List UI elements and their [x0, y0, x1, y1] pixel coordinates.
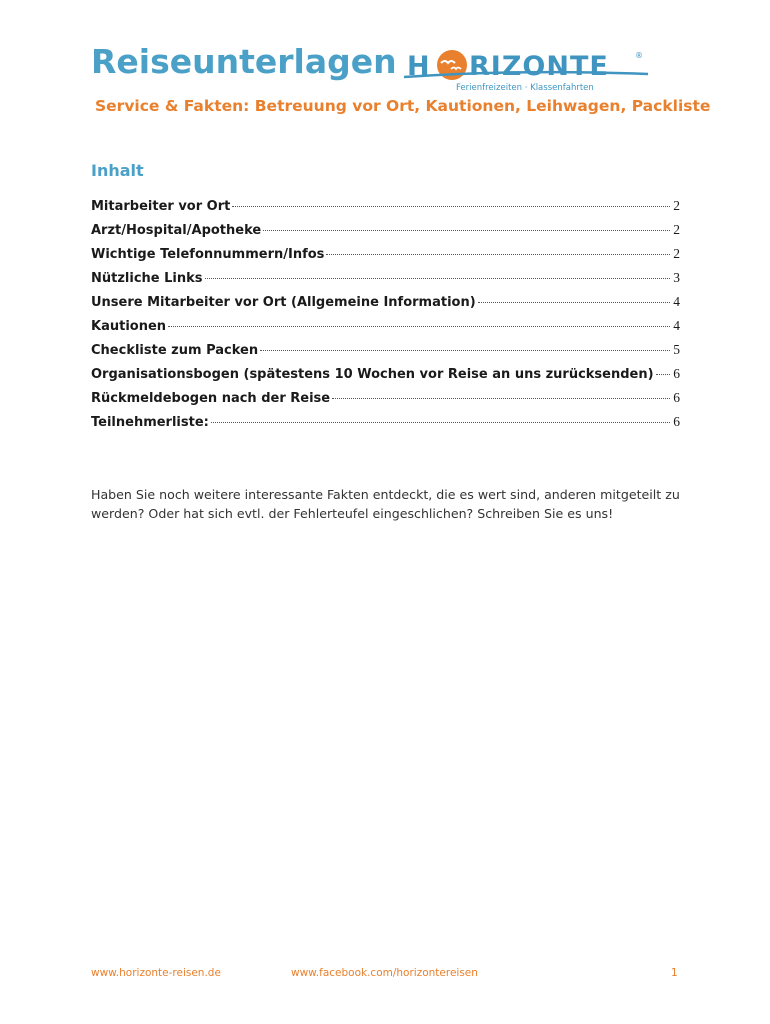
toc-entry-page: 2 [673, 246, 680, 261]
toc-entry-page: 6 [673, 390, 680, 405]
toc-entry-checkliste[interactable] [91, 342, 680, 366]
toc-entry-page: 6 [673, 414, 680, 429]
document-subtitle: Service & Fakten: Betreuung vor Ort, Kautionen, Leihwagen, Packliste [95, 97, 711, 115]
toc-dot-leader [260, 350, 670, 351]
logo-bird-icon [451, 68, 461, 70]
toc-dot-leader [168, 326, 670, 327]
logo-tagline: Ferienfreizeiten · Klassenfahrten [456, 83, 594, 93]
logo-registered-mark: ® [635, 51, 643, 60]
toc-dot-leader [232, 206, 670, 207]
toc-dot-leader [263, 230, 670, 231]
toc-dot-leader [205, 278, 670, 279]
toc-entry-page: 6 [673, 366, 680, 381]
toc-entry-label: Arzt/Hospital/Apotheke [91, 223, 262, 238]
document-title: Reiseunterlagen [91, 42, 397, 81]
toc-dot-leader [332, 398, 670, 399]
footer-website-link[interactable]: www.horizonte-reisen.de [91, 967, 221, 979]
toc-entry-label: Checkliste zum Packen [91, 343, 259, 358]
toc-entry-label: Wichtige Telefonnummern/Infos [91, 247, 325, 262]
toc-entry-label: Kautionen [91, 319, 167, 334]
toc-entry-page: 4 [673, 318, 680, 333]
toc-entry-organisationsbogen[interactable] [91, 366, 680, 390]
logo-wordmark-rest: RIZONTE [469, 51, 609, 82]
toc-entry-telefonnummern[interactable] [91, 246, 680, 270]
horizonte-logo [402, 44, 652, 96]
toc-entry-page: 5 [673, 342, 680, 357]
toc-entry-page: 3 [673, 270, 680, 285]
toc-entry-kautionen[interactable] [91, 318, 680, 342]
toc-entry-label: Mitarbeiter vor Ort [91, 199, 231, 214]
toc-dot-leader [326, 254, 670, 255]
toc-entry-mitarbeiter-vor-ort[interactable] [91, 198, 680, 222]
toc-heading: Inhalt [91, 161, 144, 180]
toc-entry-page: 2 [673, 222, 680, 237]
footer-page-number: 1 [671, 967, 678, 979]
toc-dot-leader [211, 422, 670, 423]
toc-entry-label: Rückmeldebogen nach der Reise [91, 391, 331, 406]
toc-entry-label: Organisationsbogen (spätestens 10 Wochen vor Reise an uns zurücksenden) [91, 367, 654, 382]
toc-entry-nuetzliche-links[interactable] [91, 270, 680, 294]
toc-entry-label: Teilnehmerliste: [91, 415, 209, 430]
toc-entry-label: Unsere Mitarbeiter vor Ort (Allgemeine Information) [91, 295, 476, 310]
table-of-contents [91, 198, 680, 438]
toc-entry-rueckmeldebogen[interactable] [91, 390, 680, 414]
toc-entry-mitarbeiter-allgemein[interactable] [91, 294, 680, 318]
toc-entry-page: 4 [673, 294, 680, 309]
logo-wordmark-h: H [407, 51, 430, 82]
toc-entry-label: Nützliche Links [91, 271, 203, 286]
toc-dot-leader [656, 374, 670, 375]
toc-entry-arzt-hospital-apotheke[interactable] [91, 222, 680, 246]
toc-dot-leader [478, 302, 670, 303]
footer-facebook-link[interactable]: www.facebook.com/horizontereisen [291, 967, 478, 979]
toc-entry-page: 2 [673, 198, 680, 213]
toc-entry-teilnehmerliste[interactable] [91, 414, 680, 438]
feedback-note: Haben Sie noch weitere interessante Fakten entdeckt, die es wert sind, anderen mitgeteilt zu werden? Oder hat sich evtl. der Fehlerteufel eingeschlichen? Schreiben Sie es uns! [91, 486, 680, 521]
